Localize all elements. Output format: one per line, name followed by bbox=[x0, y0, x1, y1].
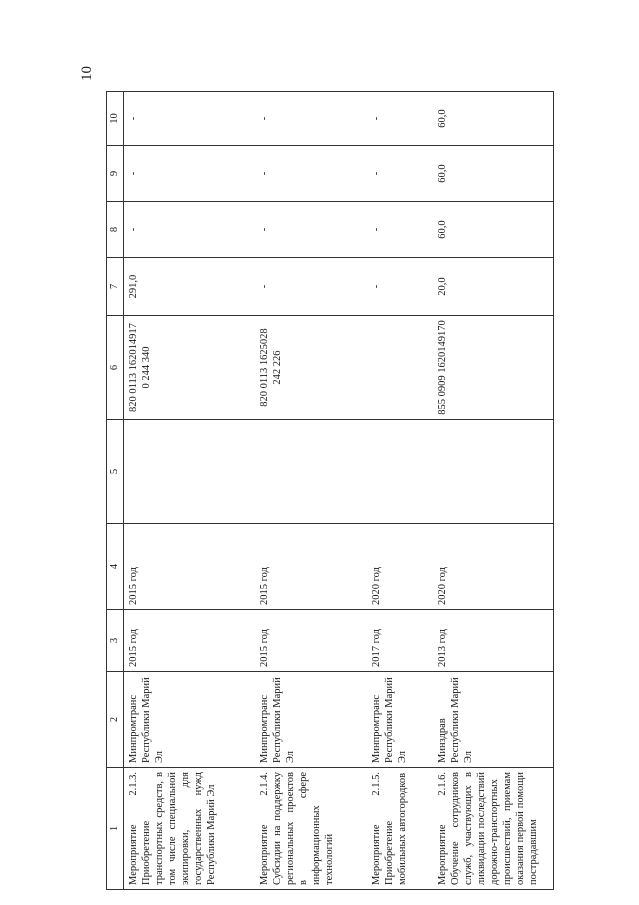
value-col8-cell: - bbox=[364, 202, 430, 258]
header-col-4: 4 bbox=[107, 524, 124, 610]
start-year-cell: 2017 год bbox=[364, 610, 430, 672]
value-col7-cell: 291,0 bbox=[124, 258, 252, 316]
end-year-cell: 2015 год bbox=[124, 524, 252, 610]
table-row bbox=[364, 92, 430, 890]
budget-code-cell: 820 0113 162014917 0 244 340 bbox=[124, 316, 252, 420]
rotated-table-sheet bbox=[106, 92, 560, 890]
header-row bbox=[107, 92, 124, 890]
col5-cell bbox=[124, 420, 252, 524]
page-number: 10 bbox=[79, 66, 95, 81]
measure-name-cell: Мероприятие 2.1.6. Обучение сотрудников служб, участвующих в ликвидации последствий дорожно-транспортных происшествий, приемам оказания первой помощи пострадавшим bbox=[430, 768, 554, 890]
executor-cell: Минпромтранс Республики Марий Эл bbox=[364, 672, 430, 768]
measure-name-cell: Мероприятие 2.1.3. Приобретение транспортных средств, в том числе специальной экипировки, для государственных нужд Республики Марий Эл bbox=[124, 768, 252, 890]
header-col-2: 2 bbox=[107, 672, 124, 768]
value-col8-cell: 60,0 bbox=[430, 202, 554, 258]
value-col9-cell: - bbox=[252, 146, 364, 202]
budget-code-cell: 855 0909 1620149170 bbox=[430, 316, 554, 420]
value-col10-cell: - bbox=[364, 92, 430, 146]
end-year-cell: 2015 год bbox=[252, 524, 364, 610]
col5-cell bbox=[364, 420, 430, 524]
value-col7-cell: - bbox=[252, 258, 364, 316]
table-row bbox=[430, 92, 554, 890]
start-year-cell: 2015 год bbox=[252, 610, 364, 672]
table-row bbox=[124, 92, 252, 890]
header-col-1: 1 bbox=[107, 768, 124, 890]
header-col-5: 5 bbox=[107, 420, 124, 524]
header-col-9: 9 bbox=[107, 146, 124, 202]
header-col-7: 7 bbox=[107, 258, 124, 316]
budget-measures-table bbox=[106, 91, 554, 890]
end-year-cell: 2020 год bbox=[430, 524, 554, 610]
value-col7-cell: - bbox=[364, 258, 430, 316]
header-col-10: 10 bbox=[107, 92, 124, 146]
header-col-3: 3 bbox=[107, 610, 124, 672]
value-col7-cell: 20,0 bbox=[430, 258, 554, 316]
value-col9-cell: - bbox=[124, 146, 252, 202]
col5-cell bbox=[430, 420, 554, 524]
value-col9-cell: 60,0 bbox=[430, 146, 554, 202]
end-year-cell: 2020 год bbox=[364, 524, 430, 610]
measure-name-cell: Мероприятие 2.1.5. Приобретение мобильных автогородков bbox=[364, 768, 430, 890]
executor-cell: Минпромтранс Республики Марий Эл bbox=[252, 672, 364, 768]
header-col-6: 6 bbox=[107, 316, 124, 420]
start-year-cell: 2015 год bbox=[124, 610, 252, 672]
value-col10-cell: - bbox=[124, 92, 252, 146]
value-col9-cell: - bbox=[364, 146, 430, 202]
measure-name-cell: Мероприятие 2.1.4. Субсидии на поддержку региональных проектов в сфере информационных технологий bbox=[252, 768, 364, 890]
value-col8-cell: - bbox=[124, 202, 252, 258]
table-row bbox=[252, 92, 364, 890]
executor-cell: Минздрав Республики Марий Эл bbox=[430, 672, 554, 768]
value-col10-cell: 60,0 bbox=[430, 92, 554, 146]
col5-cell bbox=[252, 420, 364, 524]
executor-cell: Минпромтранс Республики Марий Эл bbox=[124, 672, 252, 768]
value-col10-cell: - bbox=[252, 92, 364, 146]
budget-code-cell: 820 0113 1625028 242 226 bbox=[252, 316, 364, 420]
start-year-cell: 2013 год bbox=[430, 610, 554, 672]
value-col8-cell: - bbox=[252, 202, 364, 258]
header-col-8: 8 bbox=[107, 202, 124, 258]
budget-code-cell bbox=[364, 316, 430, 420]
